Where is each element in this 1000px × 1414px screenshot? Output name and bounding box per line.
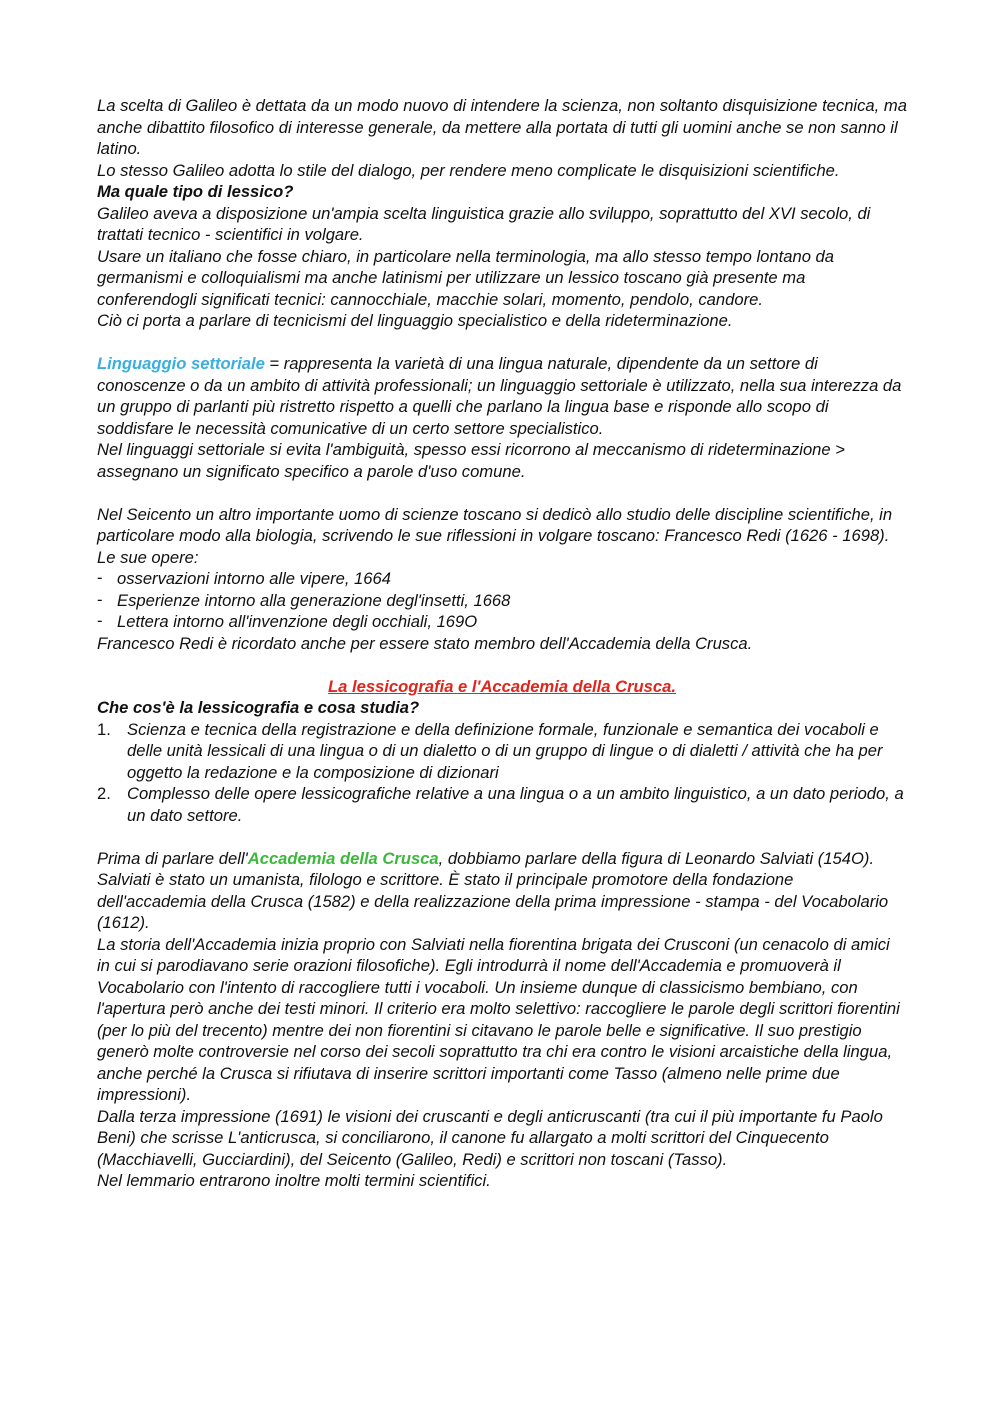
list-item-text: Lettera intorno all'invenzione degli occhiali, 169O [117, 612, 478, 631]
intro-paragraph-5: Ciò ci porta a parlare di tecnicismi del linguaggio specialistico e della rideterminazione. [97, 311, 733, 330]
list-item-text: Complesso delle opere lessicografiche relative a una lingua o a un ambito linguistico, a un dato periodo, a un dato settore. [127, 784, 904, 825]
document-page [97, 95, 907, 1192]
intro-paragraph-4: Usare un italiano che fosse chiaro, in particolare nella terminologia, ma allo stesso tempo lontano da germanismi e colloquialismi ma anche latinismi per utilizzare un lessico toscano già presente ma conferendogli significati tecnici: cannocchiale, macchie solari, momento, pendolo, candore. [97, 246, 834, 309]
dash-bullet-icon: - [97, 589, 103, 609]
list-item [97, 611, 907, 633]
intro-paragraph-3: Galileo aveva a disposizione un'ampia scelta linguistica grazie allo sviluppo, soprattutto del XVI secolo, di trattati tecnico - scientifici in volgare. [97, 203, 871, 244]
list-item-number: 1. [97, 719, 111, 739]
intro-paragraph-2: Lo stesso Galileo adotta lo stile del dialogo, per rendere meno complicate le disquisizioni scientifiche. [97, 160, 840, 180]
spacer [97, 654, 907, 676]
dash-bullet-icon: - [97, 568, 103, 587]
crusca-paragraph-3: Dalla terza impressione (1691) le visioni dei cruscanti e degli anticruscanti (tra cui il più importante fu Paolo Beni) che scrisse L'anticrusca, si conciliarono, il canone fu allargato a molti scrittori del Cinquecento (Macchiavelli, Gucciardini), del Seicento (Galileo, Redi) e scrittori non toscani (Tasso). [97, 1106, 883, 1169]
settoriale-paragraph-2: Nel linguaggi settoriale si evita l'ambiguità, spesso essi ricorrono al meccanismo di rideterminazione > assegnano un significato specifico a parole d'uso comune. [97, 440, 845, 481]
spacer [97, 332, 907, 354]
dash-bullet-icon: - [97, 611, 103, 630]
list-item-text: Scienza e tecnica della registrazione e della definizione formale, funzionale e semantica dei vocaboli e delle unità lessicali di una lingua o di un dialetto o di un gruppo di lingue o di dialetti / attività che ha per oggetto la redazione e la composizione di dizionari [127, 719, 883, 782]
list-item [97, 568, 907, 590]
list-item [97, 590, 907, 612]
crusca-paragraph-2: La storia dell'Accademia inizia proprio con Salviati nella fiorentina brigata dei Crusconi (un cenacolo di amici in cui si parodiavano serie orazioni filosofiche). Egli introdurrà il nome dell'Accademia e promuoverà il Vocabolario con l'intento di raccogliere tutti i vocaboli. Un insieme dunque di classicismo bembiano, con l'apertura però anche dei testi minori. Il criterio era molto selettivo: raccogliere le parole degli scrittori fiorentini (per lo più del trecento) mentre dei non fiorentini si citavano le parole belle e significative. Il suo prestigio generò molte controversie nel corso dei secoli soprattutto tra chi era contro le visioni arcaistiche della lingua, anche perché la Crusca si rifiutava di inserire scrittori importanti come Tasso (almeno nelle prime due impressioni). [97, 934, 900, 1104]
list-item [97, 783, 907, 826]
crusca-term: Accademia della Crusca [247, 848, 439, 868]
crusca-paragraph-1 [97, 848, 907, 934]
list-item-number: 2. [97, 784, 111, 803]
spacer [97, 826, 907, 848]
redi-paragraph-2: Francesco Redi è ricordato anche per essere stato membro dell'Accademia della Crusca. [97, 633, 753, 653]
list-item-text: Esperienze intorno alla generazione degl'insetti, 1668 [117, 590, 511, 610]
spacer [97, 482, 907, 504]
section-heading: La lessicografia e l'Accademia della Crusca. [328, 676, 676, 696]
list-item-text: osservazioni intorno alle vipere, 1664 [117, 569, 391, 588]
redi-works-list [97, 568, 907, 633]
lexicon-question: Ma quale tipo di lessico? [97, 182, 294, 201]
list-item [97, 719, 907, 784]
settoriale-term: Linguaggio settoriale [97, 354, 265, 373]
settoriale-definition-text: = rappresenta la varietà di una lingua naturale, dipendente da un settore di conoscenze o da un ambito di attività professionali; un linguaggio settoriale è utilizzato, nella sua interezza da un gruppo di parlanti più ristretto rispetto a quelli che parlano la lingua base e risponde allo scopo di soddisfare le necessità comunicative di un certo settore specialistico. [97, 354, 902, 438]
lessicografia-question: Che cos'è la lessicografia e cosa studia? [97, 698, 420, 717]
crusca-post-text: , dobbiamo parlare della figura di Leonardo Salviati (154O). Salviati è stato un umanista, filologo e scrittore. È stato il principale promotore della fondazione dell'accademia della Crusca (1582) e della realizzazione della prima impressione - stampa - del Vocabolario (1612). [97, 848, 889, 932]
crusca-paragraph-4: Nel lemmario entrarono inoltre molti termini scientifici. [97, 1171, 491, 1190]
crusca-pre-text: Prima di parlare dell' [97, 848, 248, 868]
intro-paragraph-1: La scelta di Galileo è dettata da un modo nuovo di intendere la scienza, non soltanto disquisizione tecnica, ma anche dibattito filosofico di interesse generale, da mettere alla portata di tutti gli uomini anche se non sanno il latino. [97, 96, 907, 158]
redi-paragraph-1: Nel Seicento un altro importante uomo di scienze toscano si dedicò allo studio delle discipline scientifiche, in particolare modo alla biologia, scrivendo le sue riflessioni in volgare toscano: Francesco Redi (1626 - 1698). Le sue opere: [97, 504, 893, 567]
settoriale-definition [97, 353, 907, 439]
lessicografia-definitions-list [97, 719, 907, 827]
